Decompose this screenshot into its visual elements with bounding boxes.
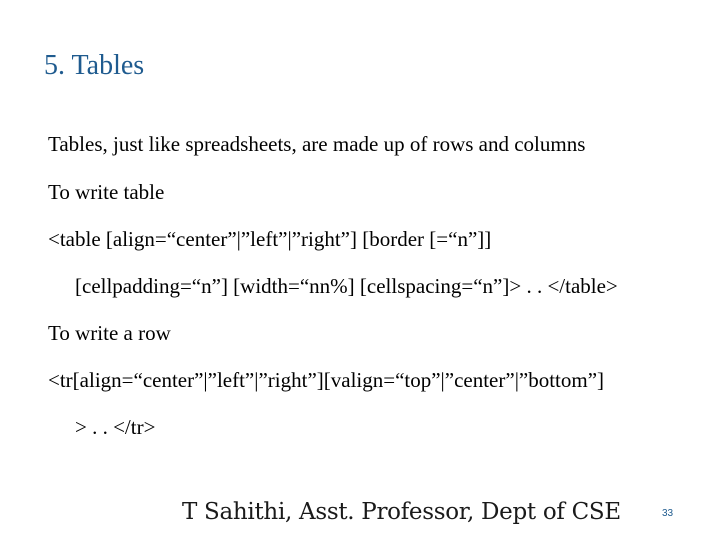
body-line-to-write-row: To write a row bbox=[48, 321, 171, 345]
body-line-table-syntax: <table [align=“center”|”left”|”right”] [border [=“n”]] bbox=[48, 227, 492, 251]
body-line-to-write-table: To write table bbox=[48, 180, 165, 204]
body-line-row-syntax: <tr[align=“center”|”left”|”right”][valign=“top”|”center”|”bottom”] bbox=[48, 368, 605, 392]
body-line-tables-description: Tables, just like spreadsheets, are made up of rows and columns bbox=[48, 132, 586, 156]
slide-title: 5. Tables bbox=[44, 50, 145, 81]
slide-number: 33 bbox=[662, 508, 674, 519]
footer-author: T Sahithi, Asst. Professor, Dept of CSE bbox=[182, 499, 621, 525]
body-line-row-syntax-continued: > . . </tr> bbox=[75, 415, 156, 439]
body-line-table-syntax-continued: [cellpadding=“n”] [width=“nn%] [cellspacing=“n”]> . . </table> bbox=[75, 274, 618, 298]
